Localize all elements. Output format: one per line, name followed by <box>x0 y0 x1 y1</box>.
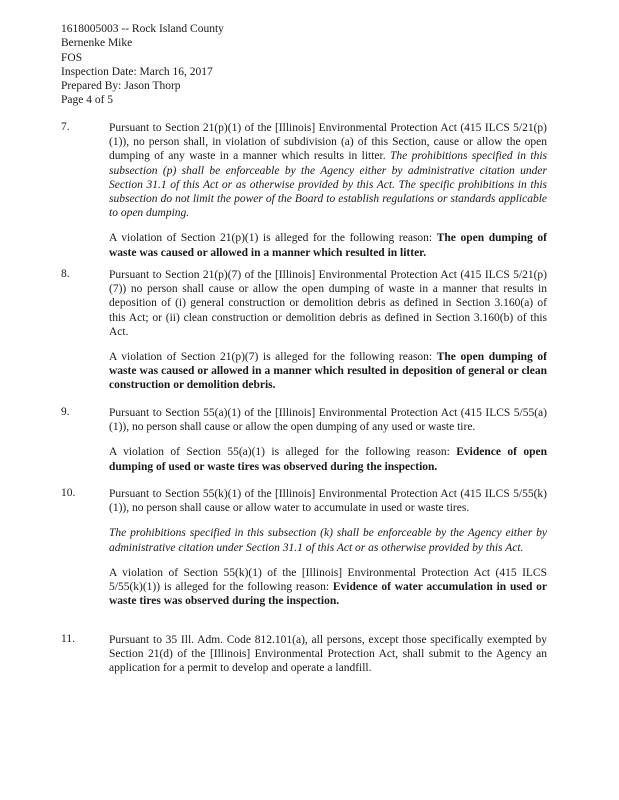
item-number: 8. <box>61 268 70 280</box>
violation-allegation-reason: The open dumping of waste was caused or allowed in a manner which resulted in deposition of general or clean construction or demolition debris. <box>109 351 547 392</box>
item-body <box>109 268 547 393</box>
fos-line: FOS <box>61 51 83 64</box>
violation-allegation-lead: A violation of Section 55(k)(1) of the [Illinois] Environmental Protection Act (415 ILCS 5/55(k)(1)) is alleged for the following reason: <box>109 566 547 594</box>
item-body <box>109 121 547 260</box>
item-body <box>109 633 547 676</box>
item-pursuant-text: Pursuant to Section 21(p)(7) of the [Illinois] Environmental Protection Act (415 ILCS 5/21(p)(7)) no person shall cause or allow the open dumping of waste in a manner that results in deposition of (i) general construction or demolition debris as defined in Section 3.160(a) of this Act; or (ii) clean construction or demolition debris as defined in Section 3.160(b) of this Act. <box>109 269 547 338</box>
page-number-line: Page 4 of 5 <box>61 94 114 107</box>
violation-allegation-lead: A violation of Section 21(p)(1) is alleged for the following reason: <box>109 232 437 245</box>
document-header <box>61 22 224 108</box>
item-italic-note: The prohibitions specified in this subsection (p) shall be enforceable by the Agency either by administrative citation under Section 31.1 of this Act or as otherwise provided by this Act. The specific prohibitions in this subsection do not limit the power of the Board to establish regulations or standards applicable to open dumping. <box>109 150 548 220</box>
violation-allegation-lead: A violation of Section 21(p)(7) is alleged for the following reason: <box>109 351 437 364</box>
item-body <box>109 406 547 474</box>
item-italic-note: The prohibitions specified in this subsection (k) shall be enforceable by the Agency either by administrative citation under Section 31.1 of this Act or as otherwise provided by this Act. <box>109 527 547 554</box>
site-id-line: 1618005003 -- Rock Island County <box>61 23 224 35</box>
violation-allegation-reason: Evidence of open dumping of used or waste tires was observed during the inspection. <box>109 446 547 473</box>
prepared-by-line: Prepared By: Jason Thorp <box>61 80 181 93</box>
item-pursuant-text: Pursuant to 35 Ill. Adm. Code 812.101(a), all persons, except those specifically exempted by Section 21(d) of the [Illinois] Environmental Protection Act, shall submit to the Agency an application for a permit to develop and operate a landfill. <box>109 634 547 675</box>
item-pursuant-text: Pursuant to Section 21(p)(1) of the [Illinois] Environmental Protection Act (415 ILCS 5/21(p)(1)), no person shall, in violation of subdivision (a) of this Section, cause or allow the open dumping of any waste in a manner which results in litter. <box>109 122 547 163</box>
item-pursuant-text: Pursuant to Section 55(k)(1) of the [Illinois] Environmental Protection Act (415 ILCS 5/55(k)(1)), no person shall cause or allow water to accumulate in used or waste tires. <box>109 488 547 515</box>
violation-allegation-lead: A violation of Section 55(a)(1) is alleged for the following reason: <box>109 446 457 459</box>
item-pursuant-text: Pursuant to Section 55(a)(1) of the [Illinois] Environmental Protection Act (415 ILCS 5/55(a)(1)), no person shall cause or allow the open dumping of any used or waste tire. <box>109 407 547 434</box>
item-number: 11. <box>61 633 75 645</box>
inspection-date-line: Inspection Date: March 16, 2017 <box>61 65 213 78</box>
violation-allegation-reason: The open dumping of waste was caused or allowed in a manner which resulted in litter. <box>109 232 547 259</box>
item-number: 7. <box>61 121 70 133</box>
violation-allegation-reason: Evidence of water accumulation in used or waste tires was observed during the inspection. <box>109 581 547 608</box>
item-number: 10. <box>61 487 76 499</box>
owner-name-line: Bernenke Mike <box>61 37 133 50</box>
item-body <box>109 487 547 608</box>
item-number: 9. <box>61 406 70 418</box>
